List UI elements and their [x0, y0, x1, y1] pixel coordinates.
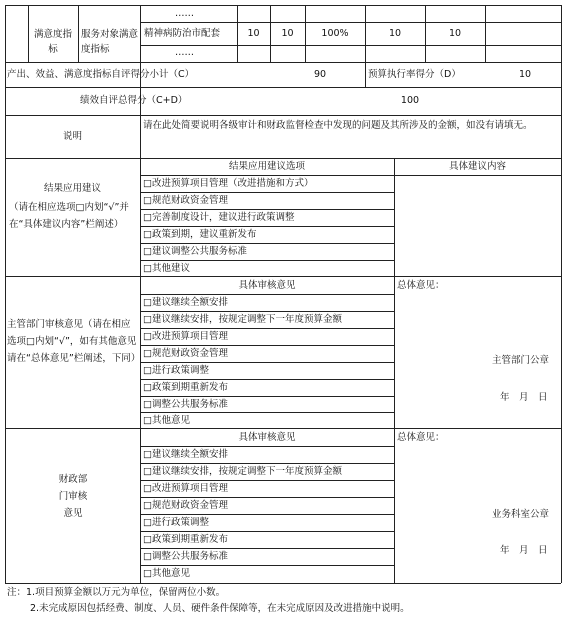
result-options-header: 结果应用建议选项: [228, 161, 305, 172]
dept-option-1[interactable]: □建议继续全额安排: [143, 297, 228, 308]
finance-option-4[interactable]: □规范财政资金管理: [143, 500, 228, 511]
indicator-name: 精神病防治市配套: [144, 28, 221, 39]
result-option-2[interactable]: □规范财政资金管理: [143, 195, 228, 206]
dept-header: 具体审核意见: [238, 280, 296, 291]
dept-date: 年 月 日: [500, 392, 548, 403]
dept-label: 主管部门审核意见（请在相应选项□内划“√”，如有其他意见请在“总体意见”栏阐述，下同）: [7, 319, 141, 364]
value-e: 10: [448, 28, 462, 39]
dept-seal: 主管部门公章: [492, 355, 550, 366]
result-option-4[interactable]: □政策到期，建议重新发布: [143, 229, 257, 240]
finance-option-8[interactable]: □其他意见: [143, 568, 190, 579]
subtotal-label: 产出、效益、满意度指标自评得分小计（C）: [7, 69, 195, 80]
subtotal-value: 90: [313, 69, 327, 80]
value-a: 10: [247, 28, 260, 39]
note-label: 说明: [62, 131, 82, 142]
total-value: 100: [400, 95, 420, 106]
finance-option-1[interactable]: □建议继续全额安排: [143, 449, 228, 460]
result-option-1[interactable]: □改进预算项目管理（改进措施和方式）: [143, 178, 314, 189]
value-b: 10: [281, 28, 294, 39]
result-option-3[interactable]: □完善制度设计，建议进行政策调整: [143, 212, 295, 223]
finance-header: 具体审核意见: [238, 432, 296, 443]
footnote-1: 注：1.项目预算金额以万元为单位，保留两位小数。: [7, 587, 226, 598]
value-c: 100%: [321, 28, 349, 39]
result-label: 结果应用建议: [43, 183, 101, 194]
finance-option-7[interactable]: □调整公共服务标准: [143, 551, 228, 562]
dept-option-8[interactable]: □其他意见: [143, 415, 190, 426]
satisfaction-label: 满意度指标: [33, 29, 72, 55]
dept-overall-label: 总体意见：: [397, 280, 445, 291]
finance-date: 年 月 日: [500, 545, 548, 556]
dept-option-5[interactable]: □进行政策调整: [143, 365, 209, 376]
dots-top: ……: [175, 8, 194, 19]
dept-option-4[interactable]: □规范财政资金管理: [143, 348, 228, 359]
footnote-2: 2.未完成原因包括经费、制度、人员、硬件条件保障等，在未完成原因及改进措施中说明。: [30, 603, 410, 614]
result-content-header: 具体建议内容: [448, 161, 506, 172]
finance-label: 财政部门审核意见: [58, 474, 88, 519]
finance-option-3[interactable]: □改进预算项目管理: [143, 483, 228, 494]
note-text: 请在此处简要说明各级审计和财政监督检查中发现的问题及其所涉及的金额，如没有请填无。: [143, 120, 533, 131]
finance-option-6[interactable]: □政策到期重新发布: [143, 534, 228, 545]
finance-overall-label: 总体意见：: [397, 432, 445, 443]
result-option-5[interactable]: □建议调整公共服务标准: [143, 246, 247, 257]
budget-label: 预算执行率得分（D）: [368, 69, 461, 80]
finance-option-2[interactable]: □建议继续安排，按规定调整下一年度预算金额: [143, 466, 342, 477]
total-label: 绩效自评总得分（C+D）: [80, 95, 188, 106]
result-option-6[interactable]: □其他建议: [143, 263, 190, 274]
result-hint: （请在相应选项□内划“√”并在“具体建议内容”栏阐述）: [9, 202, 129, 230]
value-d: 10: [388, 28, 402, 39]
dots-bottom: ……: [175, 47, 194, 58]
budget-value: 10: [518, 69, 532, 80]
service-label: 服务对象满意度指标: [81, 29, 139, 55]
dept-option-2[interactable]: □建议继续安排，按规定调整下一年度预算金额: [143, 314, 342, 325]
dept-option-3[interactable]: □改进预算项目管理: [143, 331, 228, 342]
dept-option-6[interactable]: □政策到期重新发布: [143, 382, 228, 393]
dept-option-7[interactable]: □调整公共服务标准: [143, 399, 228, 410]
finance-seal: 业务科室公章: [492, 509, 550, 520]
finance-option-5[interactable]: □进行政策调整: [143, 517, 209, 528]
